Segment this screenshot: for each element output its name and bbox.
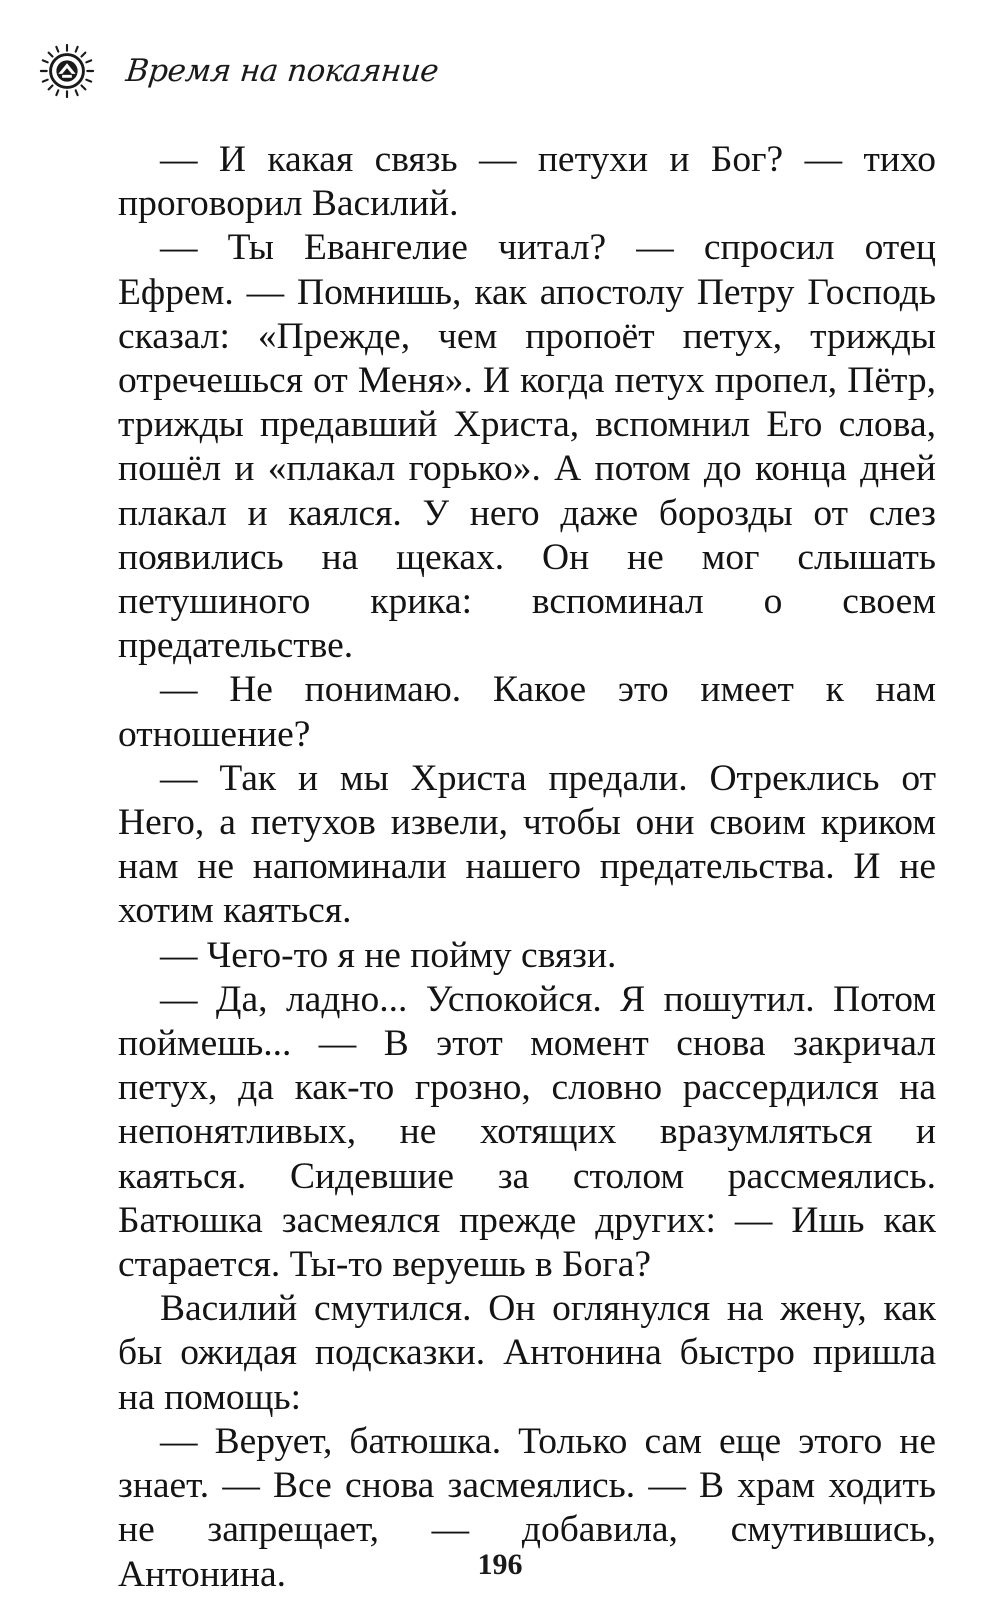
body-text [118, 138, 936, 1597]
page-number: 196 [477, 1548, 523, 1581]
paragraph: — Да, ладно... Успокойся. Я пошутил. Потом поймешь... — В этот момент снова закричал петух, да как-то грозно, словно рассердился на непонятливых, не хотящих вразумляться и каяться. Сидевшие за столом рассмеялись. Батюшка засмеялся прежде других: — Ишь как старается. Ты-то веруешь в Бога? [118, 978, 936, 1286]
book-emblem-icon [38, 42, 96, 100]
paragraph: — Верует, батюшка. Только сам еще этого не знает. — Все снова засмеялись. — В храм ходить не запрещает, — добавила, смутившись, Антонина. [118, 1420, 936, 1595]
running-header [38, 36, 441, 106]
paragraph: — Чего-то я не пойму связи. [160, 934, 617, 976]
running-title: Время на покаяние [124, 53, 441, 89]
paragraph: — Так и мы Христа предали. Отреклись от Него, а петухов извели, чтобы они своим криком нам не напоминали нашего предательства. И не хотим каяться. [118, 757, 936, 932]
paragraph: — Ты Евангелие читал? — спросил отец Ефрем. — Помнишь, как апостолу Петру Господь сказал: «Прежде, чем пропоёт петух, трижды отречешься от Меня». И когда петух пропел, Пётр, трижды предавший Христа, вспомнил Его слова, пошёл и «плакал горько». А потом до конца дней плакал и каялся. У него даже борозды от слез появились на щеках. Он не мог слышать петушиного крика: вспоминал о своем предательстве. [118, 227, 936, 667]
paragraph: — И какая связь — петухи и Бог? — тихо проговорил Василий. [118, 139, 936, 225]
paragraph: Василий смутился. Он оглянулся на жену, как бы ожидая подсказки. Антонина быстро пришла на помощь: [118, 1288, 936, 1418]
paragraph: — Не понимаю. Какое это имеет к нам отношение? [118, 669, 936, 755]
